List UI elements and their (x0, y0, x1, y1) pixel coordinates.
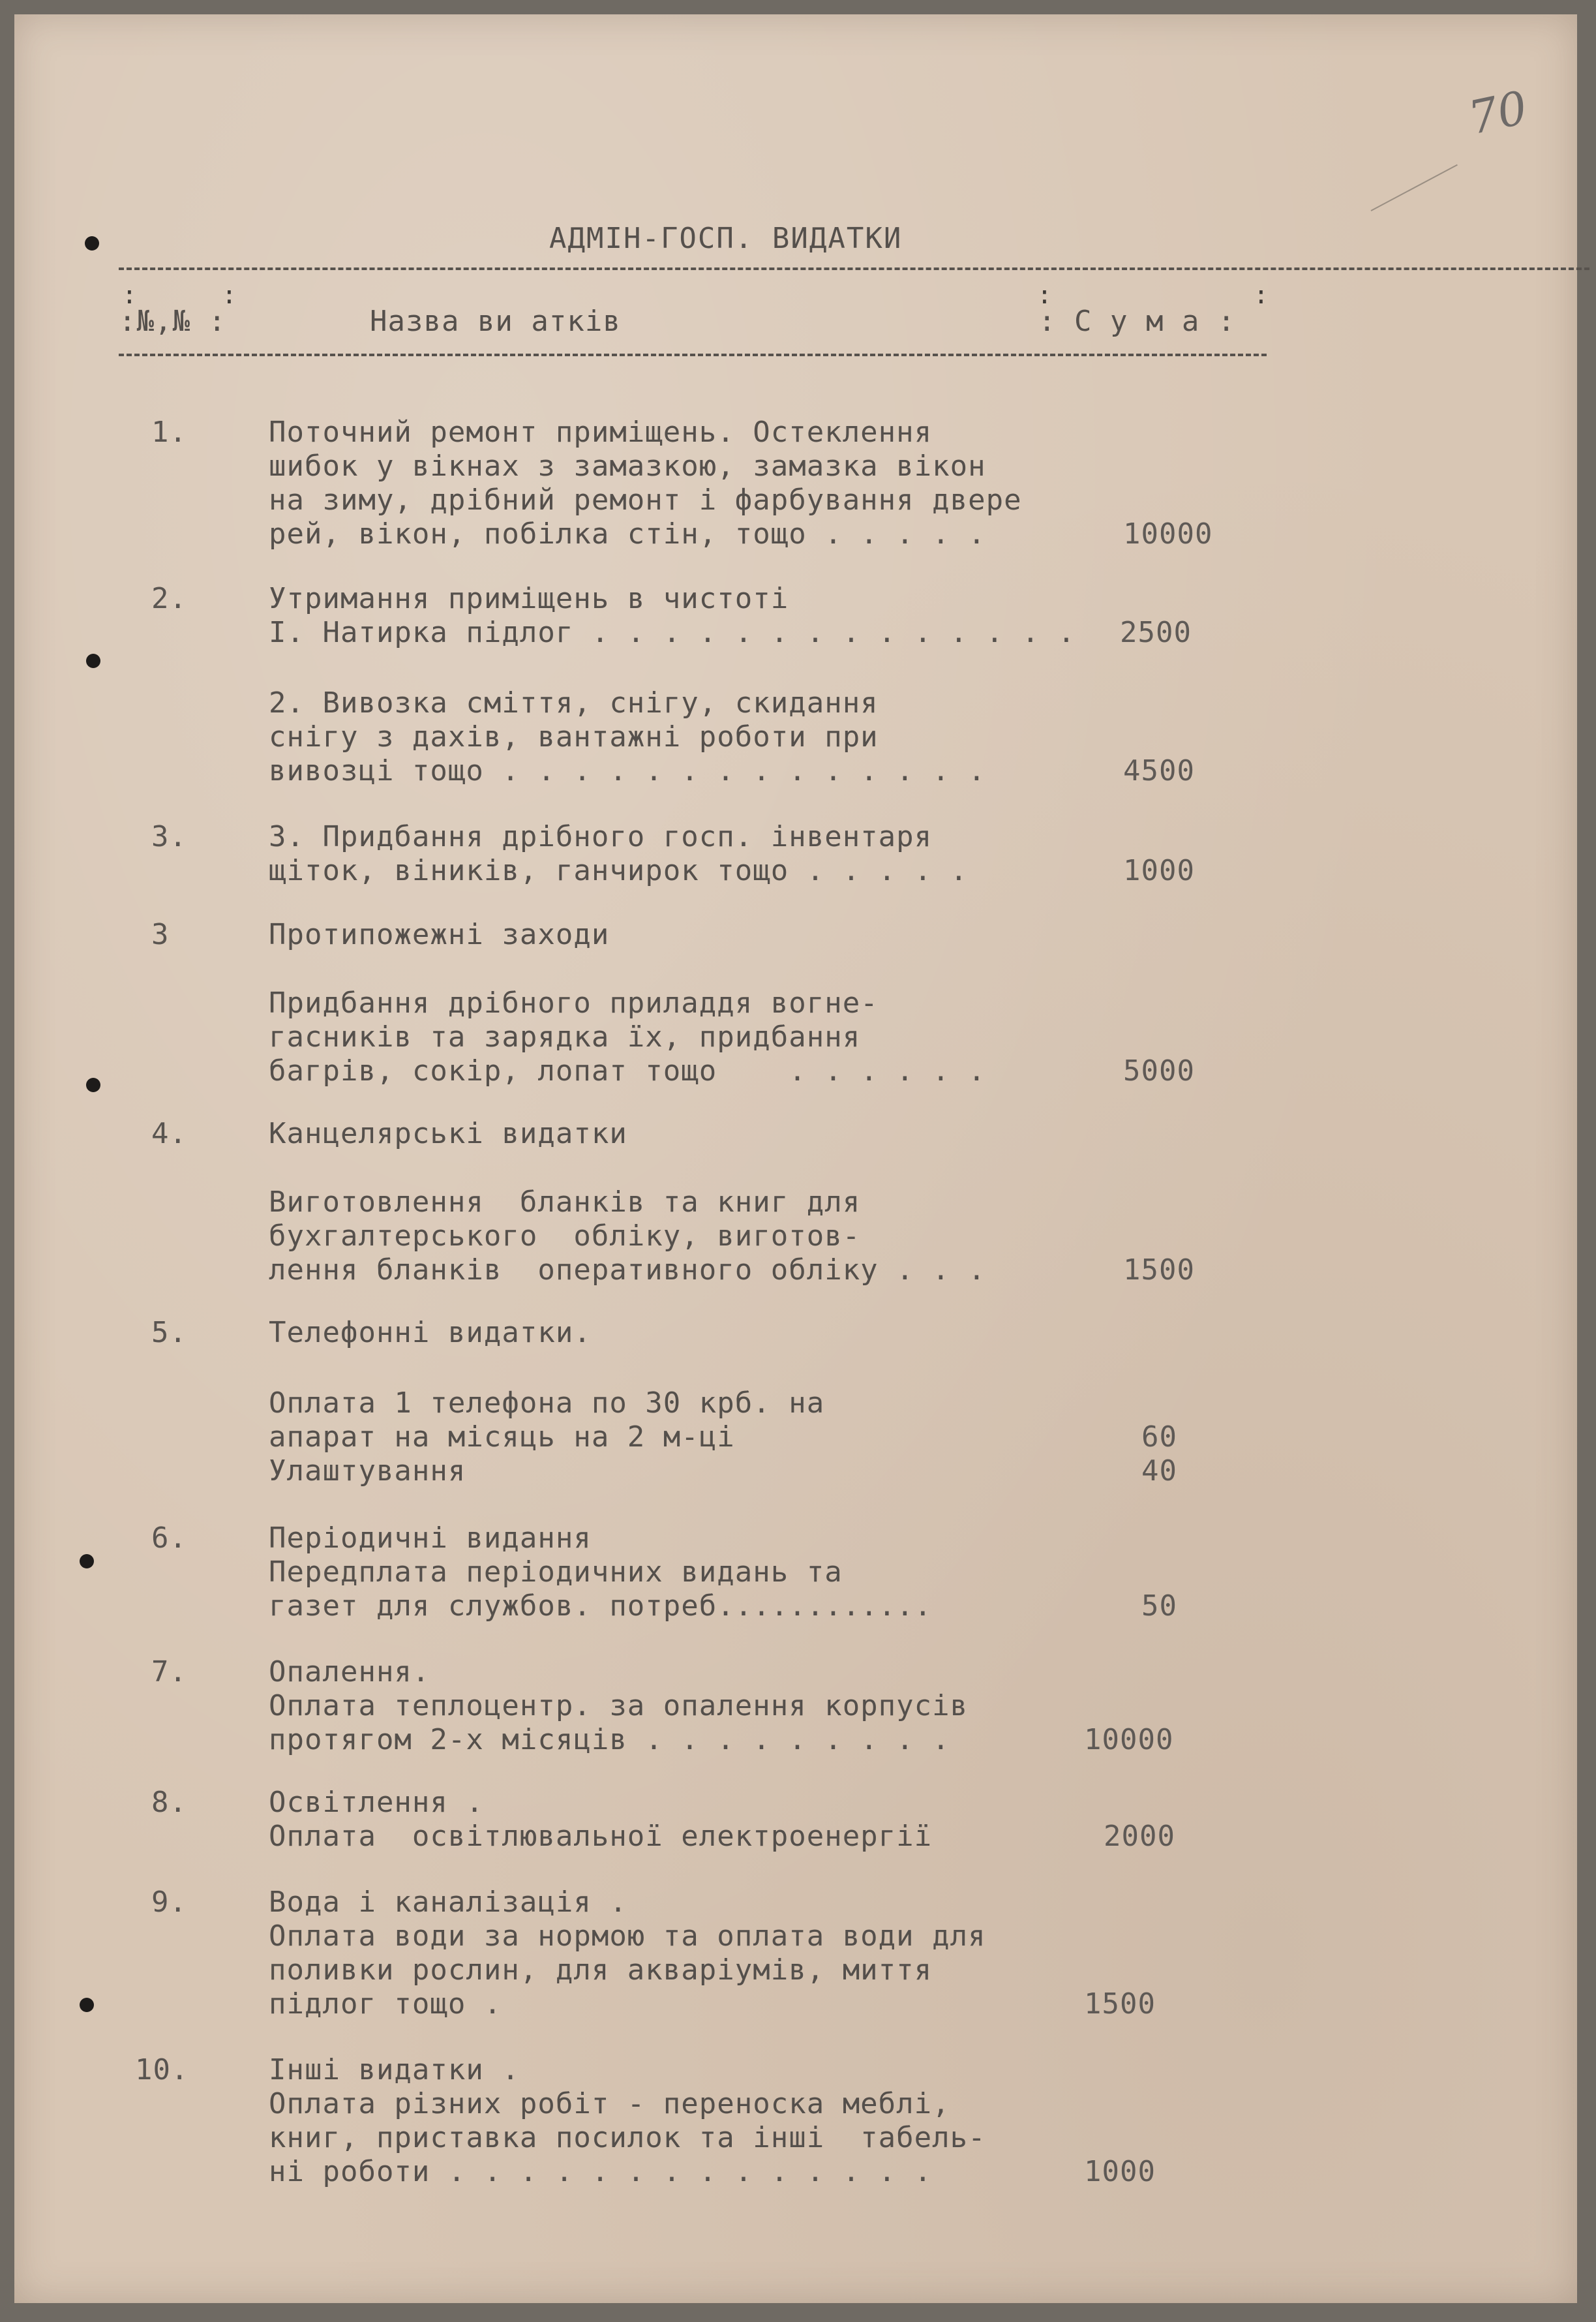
row-amount: 10000 (1084, 1723, 1174, 1756)
row-line: шибок у вікнах з замазкою, замазка вікон (269, 450, 986, 483)
header-number: :№,№ : (119, 305, 226, 338)
row-line: ні роботи . . . . . . . . . . . . . . (269, 2155, 933, 2188)
row-line: снігу з дахів, вантажні роботи при (269, 720, 879, 754)
row-amount: 1500 (1123, 1253, 1195, 1287)
row-line: газет для службов. потреб............ (269, 1589, 933, 1623)
row-amount: 4500 (1123, 754, 1195, 787)
row-amount: 10000 (1123, 517, 1213, 551)
row-line: щіток, віників, ганчирок тощо . . . . . (269, 854, 969, 887)
row-line: рей, вікон, побілка стін, тощо . . . . . (269, 517, 986, 551)
row-number: 5. (151, 1316, 187, 1349)
row-line: багрів, сокір, лопат тощо . . . . . . (269, 1054, 986, 1088)
binding-hole (80, 1554, 94, 1568)
row-line: Виготовлення бланків та книг для (269, 1185, 861, 1219)
row-number: 8. (151, 1786, 187, 1819)
row-line: І. Натирка підлог . . . . . . . . . . . . . . (269, 616, 1076, 649)
row-amount: 2500 (1120, 616, 1192, 649)
row-line: лення бланків оперативного обліку . . . (269, 1253, 986, 1287)
row-line: Оплата різних робіт - переноска меблі, (269, 2087, 950, 2120)
row-amount: 1000 (1084, 2155, 1156, 2188)
header-separator: : (222, 281, 237, 309)
binding-hole (80, 1998, 94, 2012)
row-line: гасників та зарядка їх, придбання (269, 1020, 861, 1054)
header-name: Назва ви атків (370, 305, 621, 338)
binding-hole (86, 654, 100, 668)
row-line: протягом 2-х місяців . . . . . . . . . (269, 1723, 950, 1756)
row-amount: 2000 (1104, 1820, 1175, 1853)
row-amount: 1000 (1123, 854, 1195, 887)
row-line: Оплата води за нормою та оплата води для (269, 1919, 986, 1953)
row-amount: 60 (1141, 1420, 1177, 1454)
header-top-rule (119, 267, 1589, 270)
row-line: Оплата освітлювальної електроенергії (269, 1820, 933, 1853)
row-number: 4. (151, 1117, 187, 1150)
row-amount: 5000 (1123, 1054, 1195, 1088)
row-line: Утримання приміщень в чистоті (269, 582, 789, 615)
row-line: Періодичні видання (269, 1521, 592, 1555)
row-line: Поточний ремонт приміщень. Остеклення (269, 416, 933, 449)
row-number: 1. (151, 416, 187, 449)
row-line: вивозці тощо . . . . . . . . . . . . . . (269, 754, 986, 787)
header-separator: : (122, 281, 137, 309)
row-line: Оплата теплоцентр. за опалення корпусів (269, 1689, 969, 1722)
row-number: 9. (151, 1886, 187, 1919)
row-line: Інші видатки . (269, 2053, 520, 2086)
folio-number: 70 (1464, 80, 1532, 145)
row-number: 10. (135, 2053, 189, 2086)
row-amount: 40 (1141, 1454, 1177, 1488)
row-number: 6. (151, 1521, 187, 1555)
row-line: підлог тощо . (269, 1987, 502, 2021)
row-line: Телефонні видатки. (269, 1316, 592, 1349)
header-bottom-rule (119, 354, 1267, 356)
document-title: АДМІН-ГОСП. ВИДАТКИ (549, 222, 903, 255)
row-number: 2. (151, 582, 187, 615)
row-line: Опалення. (269, 1655, 430, 1688)
row-line: Передплата періодичних видань та (269, 1555, 843, 1589)
header-sum: : С у м а : (1038, 305, 1236, 338)
row-line: Оплата 1 телефона по 30 крб. на (269, 1386, 825, 1420)
header-separator: : (1254, 281, 1269, 309)
row-number: 3. (151, 820, 187, 853)
row-amount: 1500 (1084, 1987, 1156, 2021)
row-line: апарат на місяць на 2 м-ці (269, 1420, 735, 1454)
row-line: на зиму, дрібний ремонт і фарбування двере (269, 483, 1022, 517)
row-line: поливки рослин, для акваріумів, миття (269, 1953, 933, 1987)
binding-hole (85, 236, 99, 251)
row-line: Улаштування (269, 1454, 466, 1488)
row-line: 2. Вивозка сміття, снігу, скидання (269, 686, 879, 720)
row-line: книг, приставка посилок та інші табель- (269, 2121, 986, 2154)
row-number: 3 (151, 918, 170, 951)
row-line: Придбання дрібного приладдя вогне- (269, 986, 879, 1020)
row-line: Канцелярські видатки (269, 1117, 627, 1150)
header-separator: : (1037, 281, 1052, 309)
row-line: бухгалтерського обліку, виготов- (269, 1219, 861, 1253)
binding-hole (86, 1078, 100, 1092)
row-amount: 50 (1141, 1589, 1177, 1623)
row-line: Протипожежні заходи (269, 918, 610, 951)
row-line: Освітлення . (269, 1786, 484, 1819)
row-line: 3. Придбання дрібного госп. інвентаря (269, 820, 933, 853)
row-number: 7. (151, 1655, 187, 1688)
row-line: Вода і каналізація . (269, 1886, 627, 1919)
pencil-mark (1371, 164, 1458, 211)
document-page (14, 14, 1577, 2303)
